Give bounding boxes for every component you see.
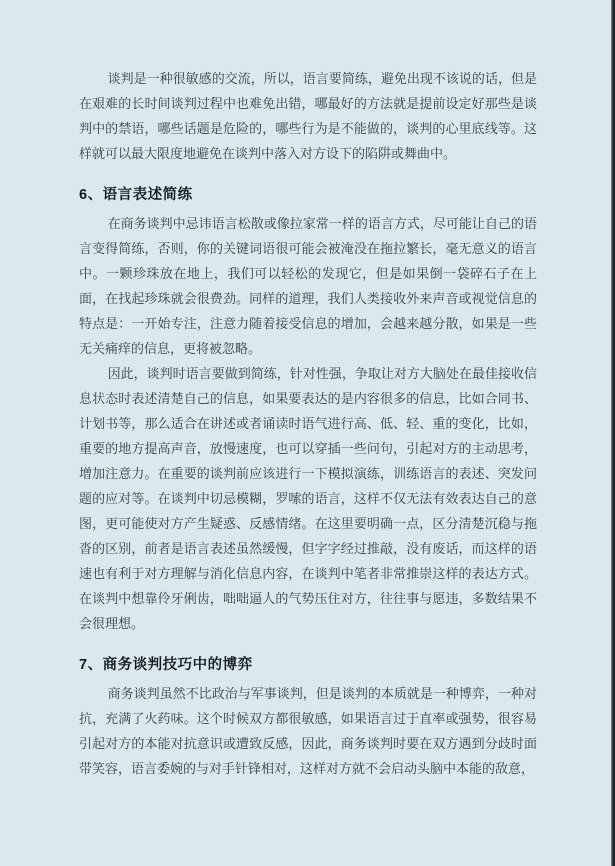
section-6-paragraph-2: 因此，谈判时语言要做到简练，针对性强，争取让对方大脑处在最佳接收信息状态时表述清楚自己的信息，如果要表达的是内容很多的信息，比如合同书、计划书等，那么适合在讲述或者诵读时语气进行高、低、轻、重的变化，比如，重要的地方提高声音，放慢速度，也可以穿插一些问句，引起对方的主动思考，增加注意力。在重要的谈判前应该进行一下模拟演练，训练语言的表述、突发问题的应对等。在谈判中切忌模糊，罗嗦的语言，这样不仅无法有效表达自己的意图，更可能使对方产生疑惑、反感情绪。在这里要明确一点，区分清楚沉稳与拖沓的区别，前者是语言表述虽然缓慢，但字字经过推敲，没有废话，而这样的语速也有利于对方理解与消化信息内容，在谈判中笔者非常推崇这样的表达方式。在谈判中想靠伶牙俐齿，咄咄逼人的气势压住对方，往往事与愿违，多数结果不会很理想。 [79,366,537,631]
section-6-paragraph-1: 在商务谈判中忌讳语言松散或像拉家常一样的语言方式，尽可能让自己的语言变得简练，否则，你的关键词语很可能会被淹没在拖拉繁长，毫无意义的语言中。一颗珍珠放在地上，我们可以轻松的发现它，但是如果倒一袋碎石子在上面，在找起珍珠就会很费劲。同样的道理，我们人类接收外来声音或视觉信息的特点是：一开始专注，注意力随着接受信息的增加，会越来越分散，如果是一些无关痛痒的信息，更将被忽略。 [79,216,537,356]
document-text-block [79,66,537,781]
section-7-paragraph-1: 商务谈判虽然不比政治与军事谈判，但是谈判的本质就是一种博弈，一种对抗，充满了火药味。这个时候双方都很敏感，如果语言过于直率或强势，很容易引起对方的本能对抗意识或遭致反感，因此，商务谈判时要在双方遇到分歧时面带笑容，语言委婉的与对手针锋相对，这样对方就不会启动头脑中本能的敌意， [79,686,537,776]
intro-paragraph: 谈判是一种很敏感的交流，所以，语言要简练，避免出现不该说的话，但是在艰难的长时间谈判过程中也难免出错，哪最好的方法就是提前设定好那些是谈判中的禁语，哪些话题是危险的，哪些行为是不能做的，谈判的心里底线等。这样就可以最大限度地避免在谈判中落入对方设下的陷阱或舞曲中。 [79,71,537,161]
page-scan-right-edge [611,0,615,866]
section-6-heading: 6、语言表述简练 [79,187,193,203]
section-7-heading: 7、商务谈判技巧中的博弈 [79,657,253,673]
